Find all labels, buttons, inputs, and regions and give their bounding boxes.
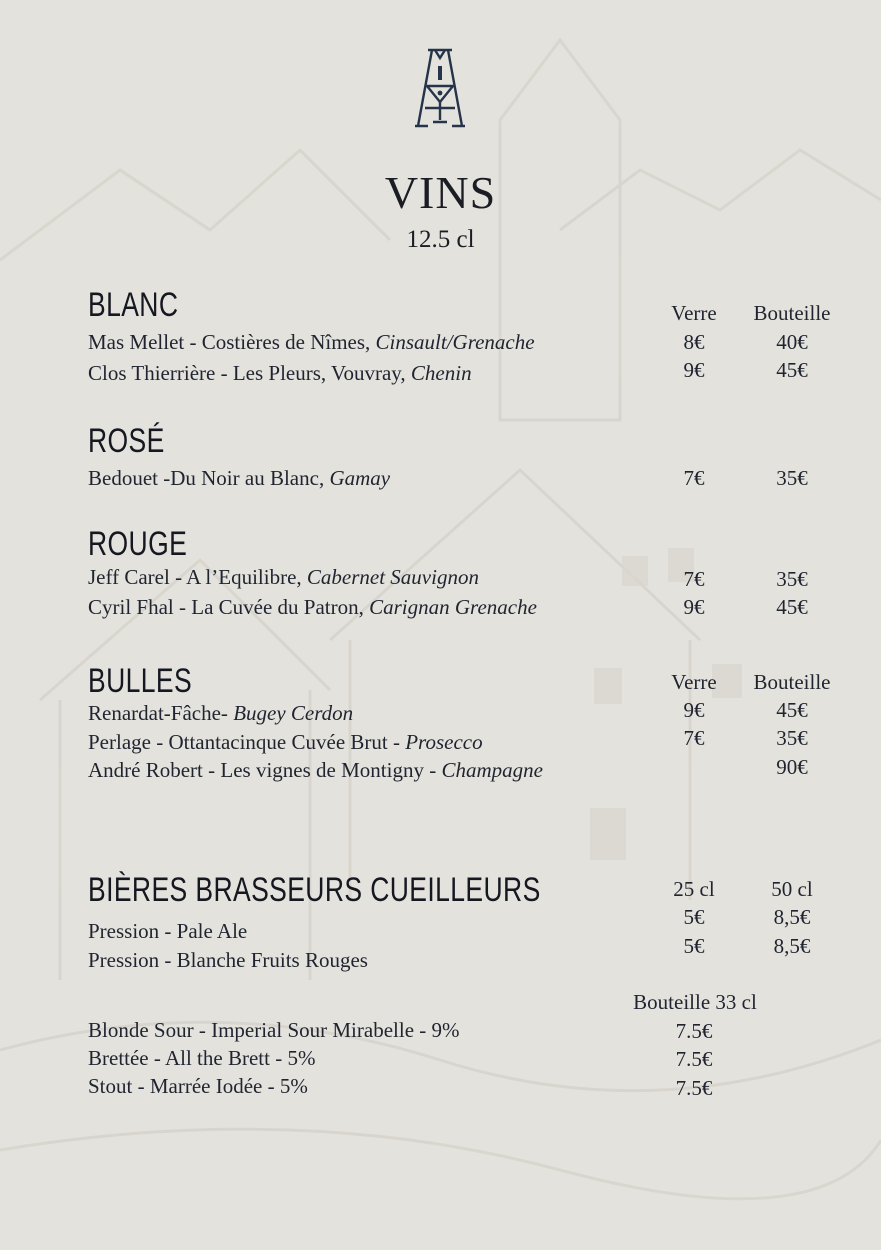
wine-item: Clos Thierrière - Les Pleurs, Vouvray, Chenin — [88, 361, 472, 385]
price-verre: 7€ — [683, 726, 705, 750]
column-header-verre: Verre — [671, 301, 717, 325]
price-bouteille: 45€ — [776, 698, 808, 722]
column-header-bouteille: Bouteille — [753, 301, 831, 325]
cocktail-glass-logo-icon — [414, 46, 466, 130]
wine-item: Perlage - Ottantacinque Cuvée Brut - Prosecco — [88, 730, 483, 754]
price-50cl: 8,5€ — [773, 934, 811, 958]
price-bouteille-33cl: 7.5€ — [675, 1019, 713, 1043]
section-heading-rouge: ROUGE — [88, 525, 188, 563]
column-header-50cl: 50 cl — [771, 877, 813, 901]
price-bouteille: 35€ — [776, 567, 808, 591]
price-verre: 9€ — [683, 595, 705, 619]
price-bouteille: 45€ — [776, 595, 808, 619]
beer-item: Stout - Marrée Iodée - 5% — [88, 1074, 308, 1098]
price-verre: 9€ — [683, 698, 705, 722]
beer-item: Pression - Pale Ale — [88, 919, 248, 943]
price-25cl: 5€ — [683, 934, 705, 958]
price-25cl: 5€ — [683, 905, 705, 929]
section-heading-rose: ROSÉ — [88, 422, 165, 460]
grape-variety: Carignan Grenache — [369, 595, 537, 619]
wine-item: Jeff Carel - A l’Equilibre, Cabernet Sauvignon — [88, 565, 479, 589]
price-verre: 9€ — [683, 358, 705, 382]
section-heading-bulles: BULLES — [88, 662, 193, 700]
price-verre: 7€ — [683, 466, 705, 490]
grape-variety: Prosecco — [405, 730, 483, 754]
beer-item: Brettée - All the Brett - 5% — [88, 1046, 316, 1070]
price-50cl: 8,5€ — [773, 905, 811, 929]
column-header-25cl: 25 cl — [673, 877, 715, 901]
price-verre: 7€ — [683, 567, 705, 591]
beer-item: Pression - Blanche Fruits Rouges — [88, 948, 368, 972]
price-bouteille-33cl: 7.5€ — [675, 1076, 713, 1100]
wine-item: André Robert - Les vignes de Montigny - Champagne — [88, 758, 543, 782]
grape-variety: Chenin — [410, 361, 472, 385]
page-title: VINS — [384, 167, 497, 218]
wine-item: Mas Mellet - Costières de Nîmes, Cinsault/Grenache — [88, 330, 535, 354]
grape-variety: Bugey Cerdon — [233, 701, 354, 725]
grape-variety: Champagne — [441, 758, 543, 782]
price-bouteille: 45€ — [776, 358, 808, 382]
grape-variety: Cabernet Sauvignon — [306, 565, 479, 589]
column-header-bouteille: Bouteille — [753, 670, 831, 694]
price-bouteille: 35€ — [776, 466, 808, 490]
price-bouteille: 90€ — [776, 755, 808, 779]
wine-item: Cyril Fhal - La Cuvée du Patron, Carignan Grenache — [88, 595, 537, 619]
column-header-bouteille-33cl: Bouteille 33 cl — [633, 990, 757, 1014]
price-verre: 8€ — [683, 330, 705, 354]
wine-item: Bedouet -Du Noir au Blanc, Gamay — [88, 466, 391, 490]
beer-item: Blonde Sour - Imperial Sour Mirabelle - 9% — [88, 1018, 460, 1042]
grape-variety: Gamay — [329, 466, 391, 490]
price-bouteille-33cl: 7.5€ — [675, 1047, 713, 1071]
section-heading-blanc: BLANC — [88, 286, 179, 324]
price-bouteille: 40€ — [776, 330, 808, 354]
page-subtitle: 12.5 cl — [406, 226, 475, 253]
price-bouteille: 35€ — [776, 726, 808, 750]
wine-item: Renardat-Fâche- Bugey Cerdon — [88, 701, 354, 725]
section-heading-bieres: BIÈRES BRASSEURS CUEILLEURS — [88, 871, 541, 909]
grape-variety: Cinsault/Grenache — [375, 330, 535, 354]
column-header-verre: Verre — [671, 670, 717, 694]
